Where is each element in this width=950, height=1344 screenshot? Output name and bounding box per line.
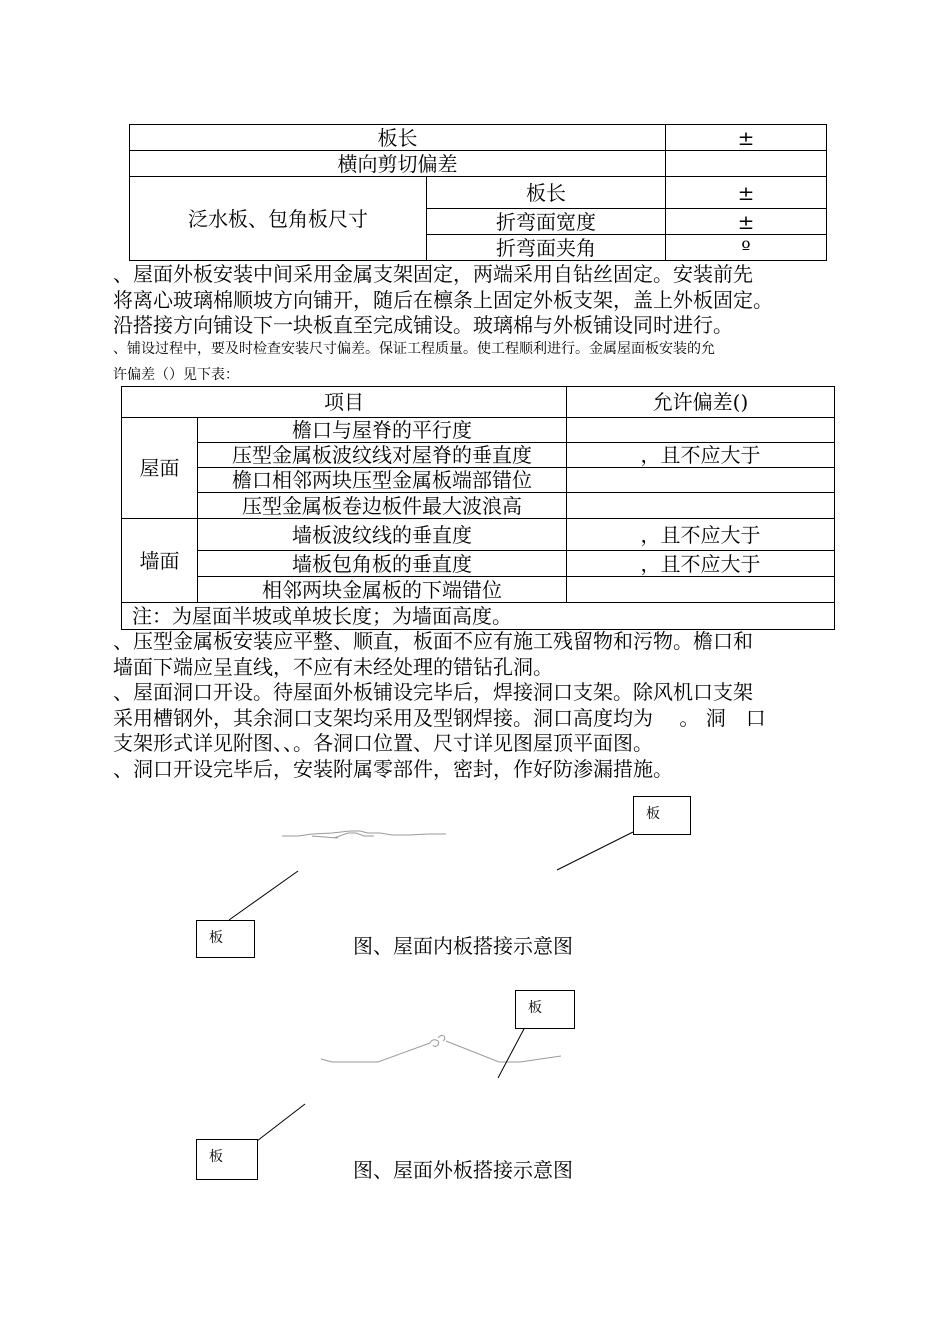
paragraph-line: 、屋面洞口开设。待屋面外板铺设完毕后，焊接洞口支架。除风机口支架 [113,680,753,704]
paragraph-line: 、洞口开设完毕后，安装附属零部件，密封，作好防渗漏措施。 [113,756,673,781]
paragraph-line: 、铺设过程中，要及时检查安装尺寸偏差。保证工程质量。使工程顺利进行。金属屋面板安装的允 [113,341,715,357]
paragraph-line: 、压型金属板安装应平整、顺直，板面不应有施工残留物和污物。檐口和 [113,629,753,653]
paragraph-line: 墙面下端应呈直线，不应有未经处理的错钻孔洞。 [113,654,553,679]
table1-sub-label: 折弯面宽度 [427,209,666,235]
paragraph-line: 许偏差（）见下表： [113,367,239,383]
table1-sub-label: 板长 [427,177,666,209]
inner-panel-profile [282,831,446,838]
table1-sub-label: 折弯面夹角 [427,235,666,261]
table2-item: 压型金属板卷边板件最大波浪高 [198,493,567,519]
table2-item: 墙板波纹线的垂直度 [198,519,567,551]
leader-line [257,1104,305,1141]
leader-line [498,1027,525,1078]
paragraph-line: 将离心玻璃棉顺坡方向铺开，随后在檩条上固定外板支架，盖上外板固定。 [113,287,773,312]
figure2-bottom-label: 板 [196,1139,258,1180]
figure1-bottom-label: 板 [196,920,255,958]
table1-row-label: 板长 [130,125,666,151]
table2-wall-label: 墙面 [122,519,198,603]
table2-item: 压型金属板波纹线对屋脊的垂直度 [198,443,567,468]
table2-tolerance: ，且不应大于 [567,551,835,577]
table1-row-value: ± [666,125,827,151]
table1-row-label: 横向剪切偏差 [130,151,666,177]
table2-header-item: 项目 [122,387,567,418]
paragraph-line: 沿搭接方向铺设下一块板直至完成铺设。玻璃棉与外板铺设同时进行。 [113,313,733,337]
figure2-top-label: 板 [515,990,575,1029]
outer-panel-profile [321,1035,561,1062]
leader-line [229,871,298,920]
table2-item: 檐口相邻两块压型金属板端部错位 [198,468,567,493]
table2-item: 墙板包角板的垂直度 [198,551,567,577]
table2-tolerance: ，且不应大于 [567,519,835,551]
table2-roof-label: 屋面 [122,418,198,519]
table2-header-tolerance: 允许偏差() [567,387,835,418]
table1-sub-value: º [666,235,827,261]
figure1-top-label: 板 [633,796,691,835]
paragraph-line: 、屋面外板安装中间采用金属支架固定，两端采用自钻丝固定。安装前先 [113,262,753,286]
table1-sub-value: ± [666,209,827,235]
table1-group-label: 泛水板、包角板尺寸 [130,177,427,261]
table2-tolerance: ，且不应大于 [567,443,835,468]
figure2-caption: 图、屋面外板搭接示意图 [353,1158,573,1182]
figure1-caption: 图、屋面内板搭接示意图 [353,934,573,958]
table2-item: 檐口与屋脊的平行度 [198,418,567,443]
paragraph-line: 采用槽钢外，其余洞口支架均采用及型钢焊接。洞口高度均为 。 洞 口 [113,705,766,730]
table1-sub-value: ± [666,177,827,209]
leader-line [557,832,633,870]
paragraph-line: 支架形式详见附图、、。各洞口位置、尺寸详见图屋顶平面图。 [113,731,653,755]
table2-note: 注：为屋面半坡或单坡长度；为墙面高度。 [122,603,835,630]
table2-item: 相邻两块金属板的下端错位 [198,577,567,603]
